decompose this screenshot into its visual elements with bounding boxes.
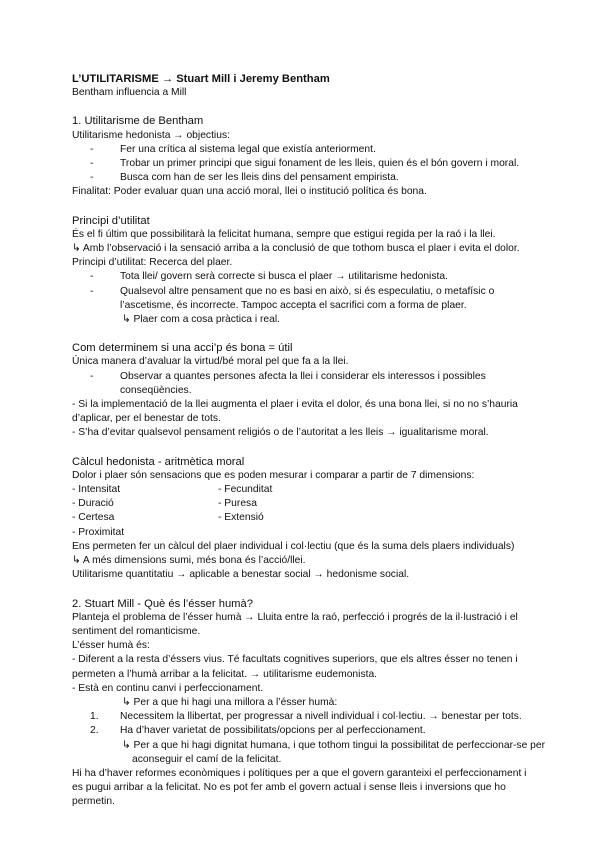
paragraph-line: Utilitarisme quantitatiu → aplicable a benestar social → hedonisme social. (72, 569, 410, 581)
bullet-item: - Tota llei/ govern serà correcte si busca el plaer → utilitarisme hedonista. (72, 270, 532, 284)
paragraph-line: Dolor i plaer són sensacions que es poden mesurar i comparar a partir de 7 dimensions: (72, 469, 475, 481)
bullet-item: - Trobar un primer principi que sigui fonament de les lleis, quien és el bón govern i moral. (72, 157, 532, 171)
document-title: L’UTILITARISME → Stuart Mill i Jeremy Bentham (72, 73, 330, 85)
paragraph-line: És el fi últim que possibilitarà la felicitat humana, sempre que estigui regida per la raó i la llei. (72, 228, 496, 240)
paragraph-line: permetin. (72, 796, 115, 808)
paragraph-line: - Està en continu canvi i perfeccionament. (72, 682, 264, 694)
paragraph-line: Planteja el problema de l’ésser humà → Lluita entre la raó, perfecció i progrés de la il·lustració i el (72, 611, 518, 623)
numbered-item-text: Necessitem la llibertat, per progressar a nivell individual i col·lectiu. → benestar per tots. (120, 711, 522, 723)
numbered-item-text: Ha d’haver varietat de possibilitats/opcions per al perfeccionament. (120, 725, 426, 737)
bullet-continuation: l’ascetisme, és incorrecte. Tampoc accepta el sacrifici com a forma de plaer. (120, 299, 467, 311)
bullet-item: - Busca com han de ser les lleis dins del pensament empirista. (72, 171, 532, 185)
bullet-item: - Observar a quantes persones afecta la llei i considerar els interessos i possibles (72, 370, 532, 384)
paragraph-line: ↳ A més dimensions sumi, més bona és l’acció/llei. (72, 555, 306, 567)
paragraph-line: Utilitarisme hedonista → objectius: (72, 129, 230, 141)
dimension-row (72, 511, 532, 525)
paragraph-line: sentiment del romanticisme. (72, 625, 201, 637)
numbered-item (72, 724, 532, 738)
paragraph-line: - Diferent a la resta d’éssers vius. Té facultats cognitives superiors, que els altres ésser no tenen i (72, 654, 518, 666)
bullet-continuation: conseqüències. (120, 384, 192, 396)
paragraph-line: Ens permeten fer un càlcul del plaer individual i col·lectiu (que és la suma dels plaers individuals) (72, 540, 515, 552)
dimension-item: - Duració (72, 498, 114, 510)
numbered-item (72, 710, 532, 724)
sub-item: ↳ Per a que hi hagi una millora a l’ésser humà: (122, 696, 338, 708)
dimension-item: - Proximitat (72, 526, 125, 538)
paragraph-line: Finalitat: Poder evaluar quan una acció moral, llei o institució política és bona. (72, 186, 427, 198)
section-heading-bentham: 1. Utilitarisme de Bentham (72, 115, 204, 128)
paragraph-line: - Si la implementació de la llei augmenta el plaer i evita el dolor, és una bona llei, si no no s’hauria (72, 399, 518, 411)
bullet-item: - Qualsevol altre pensament que no es basi en això, si és especulatiu, o metafísic o (72, 285, 532, 299)
spacer (72, 200, 532, 214)
paragraph-line: - S’ha d’evitar qualsevol pensament religiós o de l’autoritat a les lleis → igualitarisme moral. (72, 427, 489, 439)
dimension-item: - Puresa (218, 498, 257, 510)
sub-item: ↳ Per a que hi hagi dignitat humana, i que tothom tingui la possibilitat de perfeccionar-se per (122, 739, 546, 751)
paragraph-line: Hi ha d’haver reformes econòmiques i polítiques per a que el govern garanteixi el perfeccionament i (72, 767, 527, 779)
sub-item-continuation: aconseguir el camí de la felicitat. (132, 753, 282, 765)
paragraph-line: L’ésser humà és: (72, 640, 150, 652)
paragraph-line: Única manera d’avaluar la virtud/bé moral pel que fa a la llei. (72, 356, 349, 368)
paragraph-line: ↳ Amb l’observació i la sensació arriba a la conclusió de que tothom busca el plaer i evita el dolor. (72, 243, 520, 255)
section-heading-determinem: Com determinem si una acci’p és bona = útil (72, 342, 293, 355)
paragraph-line: permeten a l’humà arribar a la felicitat. → utilitarisme eudemonista. (72, 668, 378, 680)
dimension-item: - Certesa (72, 512, 115, 524)
sub-item: ↳ Plaer com a cosa pràctica i real. (122, 314, 280, 326)
section-heading-calcul: Càlcul hedonista - aritmètica moral (72, 455, 245, 468)
spacer (72, 100, 532, 114)
bullet-item: - Fer una crítica al sistema legal que existía anteriorment. (72, 143, 532, 157)
dimension-row (72, 497, 532, 511)
paragraph-line: es pugui arribar a la felicitat. No es pot fer amb el govern actual i sense lleis i inversions que ho (72, 782, 506, 794)
item-number: 2. (90, 725, 99, 737)
dimension-row (72, 526, 532, 540)
spacer (72, 583, 532, 597)
dimension-item: - Intensitat (72, 484, 121, 496)
dimension-item: - Extensió (218, 512, 264, 524)
section-heading-principi: Principi d’utilitat (72, 214, 150, 227)
dimension-item: - Fecunditat (218, 484, 273, 496)
section-heading-mill: 2. Stuart Mill - Què és l’ésser humà? (72, 597, 253, 610)
spacer (72, 441, 532, 455)
paragraph-line: d’aplicar, per el benestar de tots. (72, 413, 221, 425)
dimension-row (72, 483, 532, 497)
document-subtitle: Bentham influencia a Mill (72, 87, 187, 99)
document-page (72, 72, 546, 810)
paragraph-line: Principi d’utilitat: Recerca del plaer. (72, 257, 233, 269)
spacer (72, 327, 532, 341)
item-number: 1. (90, 711, 99, 723)
